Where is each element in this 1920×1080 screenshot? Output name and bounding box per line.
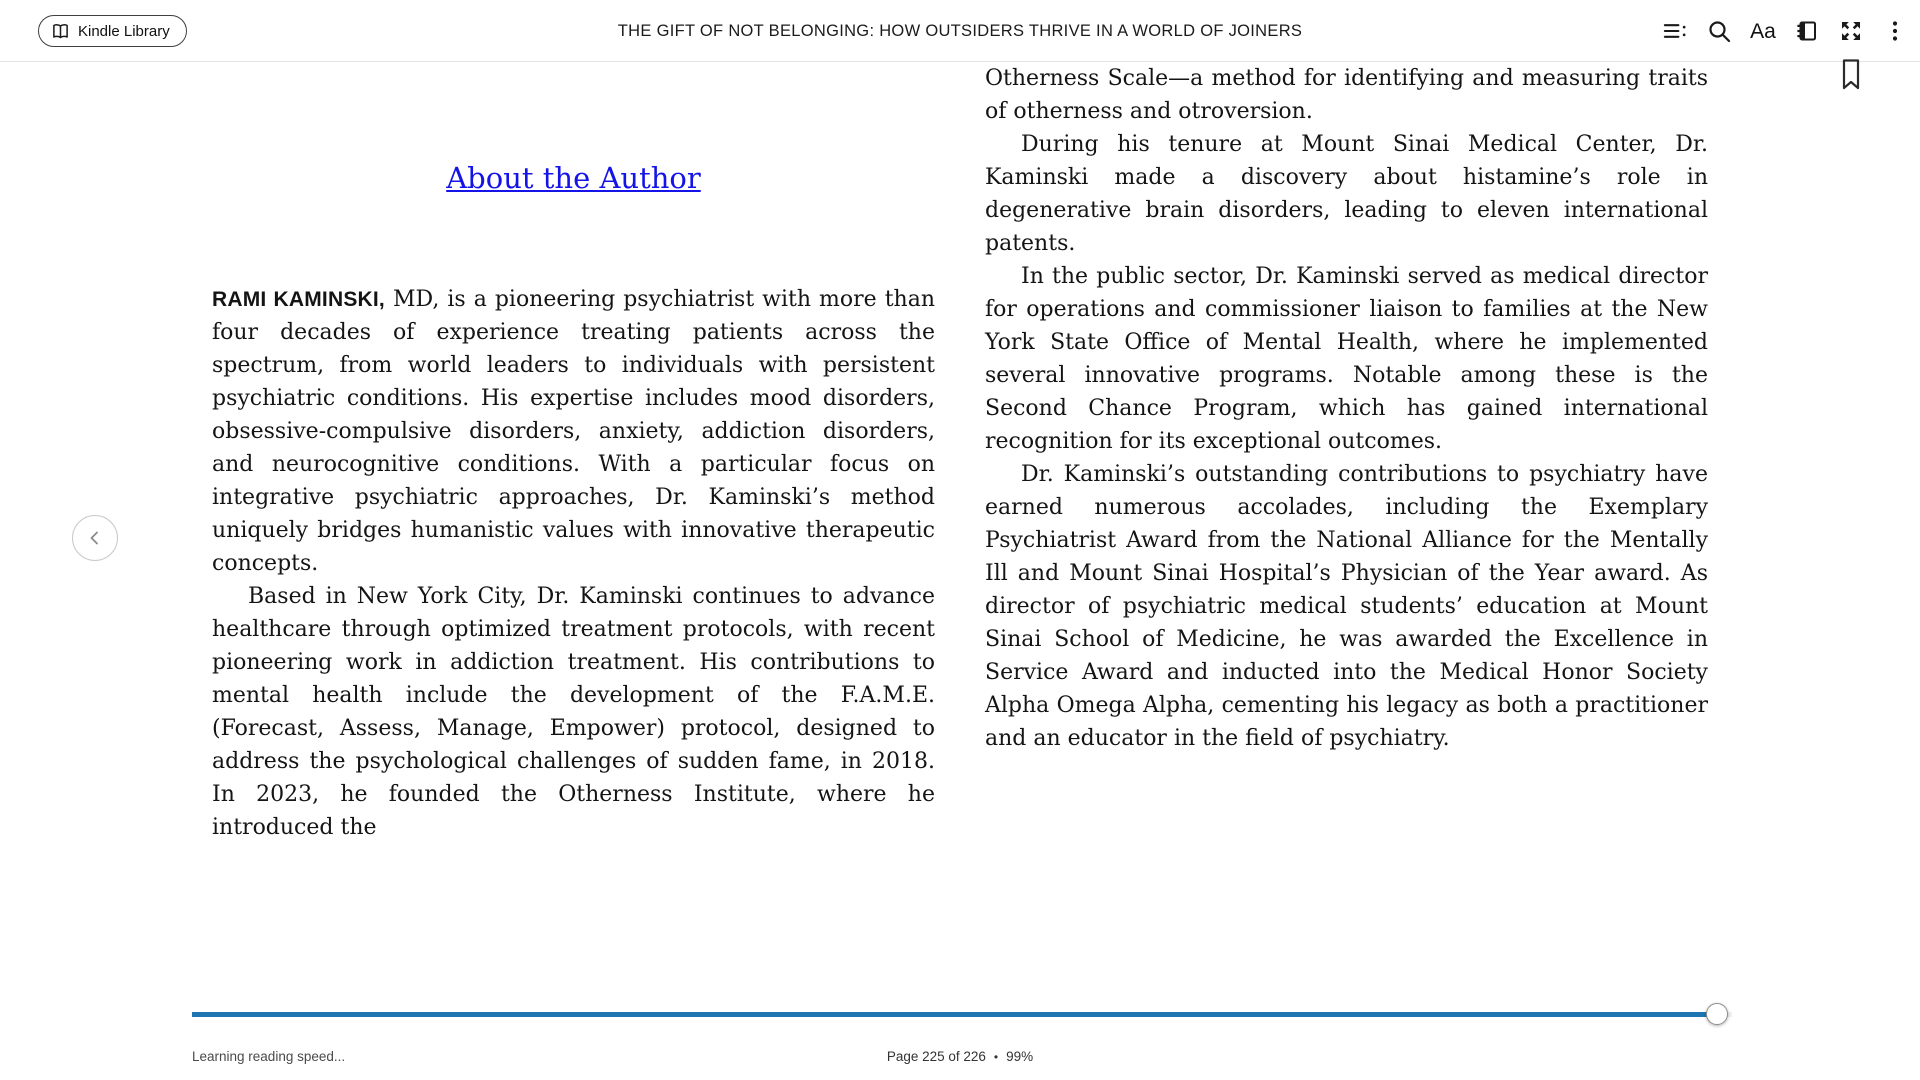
book-paragraph: Based in New York City, Dr. Kaminski continues to advance healthcare through optimized treatment protocols, with recent pioneering work in addiction treatment. His contributions to mental health include the development of the F.A.M.E. (Forecast, Assess, Manage, Empower) protocol, designed to address the psychological challenges of sudden fame, in 2018. In 2023, he founded the Otherness Institute, where he introduced the [212,584,935,840]
font-settings-button[interactable] [1750,18,1776,44]
book-paragraph: Otherness Scale—a method for identifying and measuring traits of otherness and otroversion. [985,66,1708,124]
fullscreen-button[interactable] [1838,18,1864,44]
font-settings-icon: Aa [1750,19,1776,43]
book-paragraph: In the public sector, Dr. Kaminski served as medical director for operations and commissioner liaison to families at the New York State Office of Mental Health, where he implemented several innovative programs. Notable among these is the Second Chance Program, which has gained international recognition for its exceptional outcomes. [985,264,1708,454]
right-column [985,62,1708,755]
notebook-icon [1794,18,1820,44]
separator-dot: • [993,1050,999,1064]
left-page-column [212,62,935,844]
toolbar-icon-group [1662,0,1908,62]
book-paragraph: Dr. Kaminski’s outstanding contributions to psychiatry have earned numerous accolades, including the Exemplary Psychiatrist Award from the National Alliance for the Mentally Ill and Mount Sinai Hospital’s Physician of the Year award. As director of psychiatric medical students’ education at Mount Sinai School of Medicine, he was awarded the Excellence in Service Award and inducted into the Medical Honor Society Alpha Omega Alpha, cementing his legacy as both a practitioner and an educator in the field of psychiatry. [985,462,1708,751]
overflow-menu-icon [1882,18,1908,44]
right-page-column [985,62,1708,755]
search-button[interactable] [1706,18,1732,44]
toc-button[interactable] [1662,18,1688,44]
fullscreen-icon [1838,18,1864,44]
kindle-library-button[interactable] [38,15,187,47]
notebook-button[interactable] [1794,18,1820,44]
reading-speed-status: Learning reading speed... [192,1049,346,1064]
about-author-heading-link[interactable]: About the Author [446,161,701,195]
chapter-heading-wrap [212,157,935,199]
book-paragraph: During his tenure at Mount Sinai Medical Center, Dr. Kaminski made a discovery about histamine’s role in degenerative brain disorders, leading to eleven international patents. [985,132,1708,256]
open-book-icon [51,23,70,40]
percent-label: 99% [1006,1049,1034,1064]
overflow-menu-button[interactable] [1882,18,1908,44]
progress-handle[interactable] [1706,1003,1728,1025]
book-paragraph: RAMI KAMINSKI, MD, is a pioneering psychiatrist with more than four decades of experience treating patients across the spectrum, from world leaders to individuals with persistent psychiatric conditions. His expertise includes mood disorders, obsessive-compulsive disorders, anxiety, addiction disorders, and neurocognitive conditions. With a particular focus on integrative psychiatric approaches, Dr. Kaminski’s method uniquely bridges humanistic values with innovative therapeutic concepts. [212,287,936,576]
previous-page-button[interactable] [72,515,118,561]
bookmark-button[interactable] [1840,58,1862,94]
page-indicator [0,1049,1920,1064]
progress-slider[interactable] [192,1012,1732,1017]
author-name-bold: RAMI KAMINSKI, [212,288,385,311]
page-label: Page 225 of 226 [886,1049,986,1064]
bookmark-icon [1841,59,1861,91]
search-icon [1707,19,1732,44]
left-column [212,283,935,844]
progress-fill [192,1012,1717,1017]
book-title: THE GIFT OF NOT BELONGING: HOW OUTSIDERS THRIVE IN A WORLD OF JOINERS [617,21,1303,40]
library-button-label: Kindle Library [78,22,170,40]
chevron-left-icon [85,528,105,548]
toc-icon [1662,18,1688,44]
top-toolbar [0,0,1920,62]
